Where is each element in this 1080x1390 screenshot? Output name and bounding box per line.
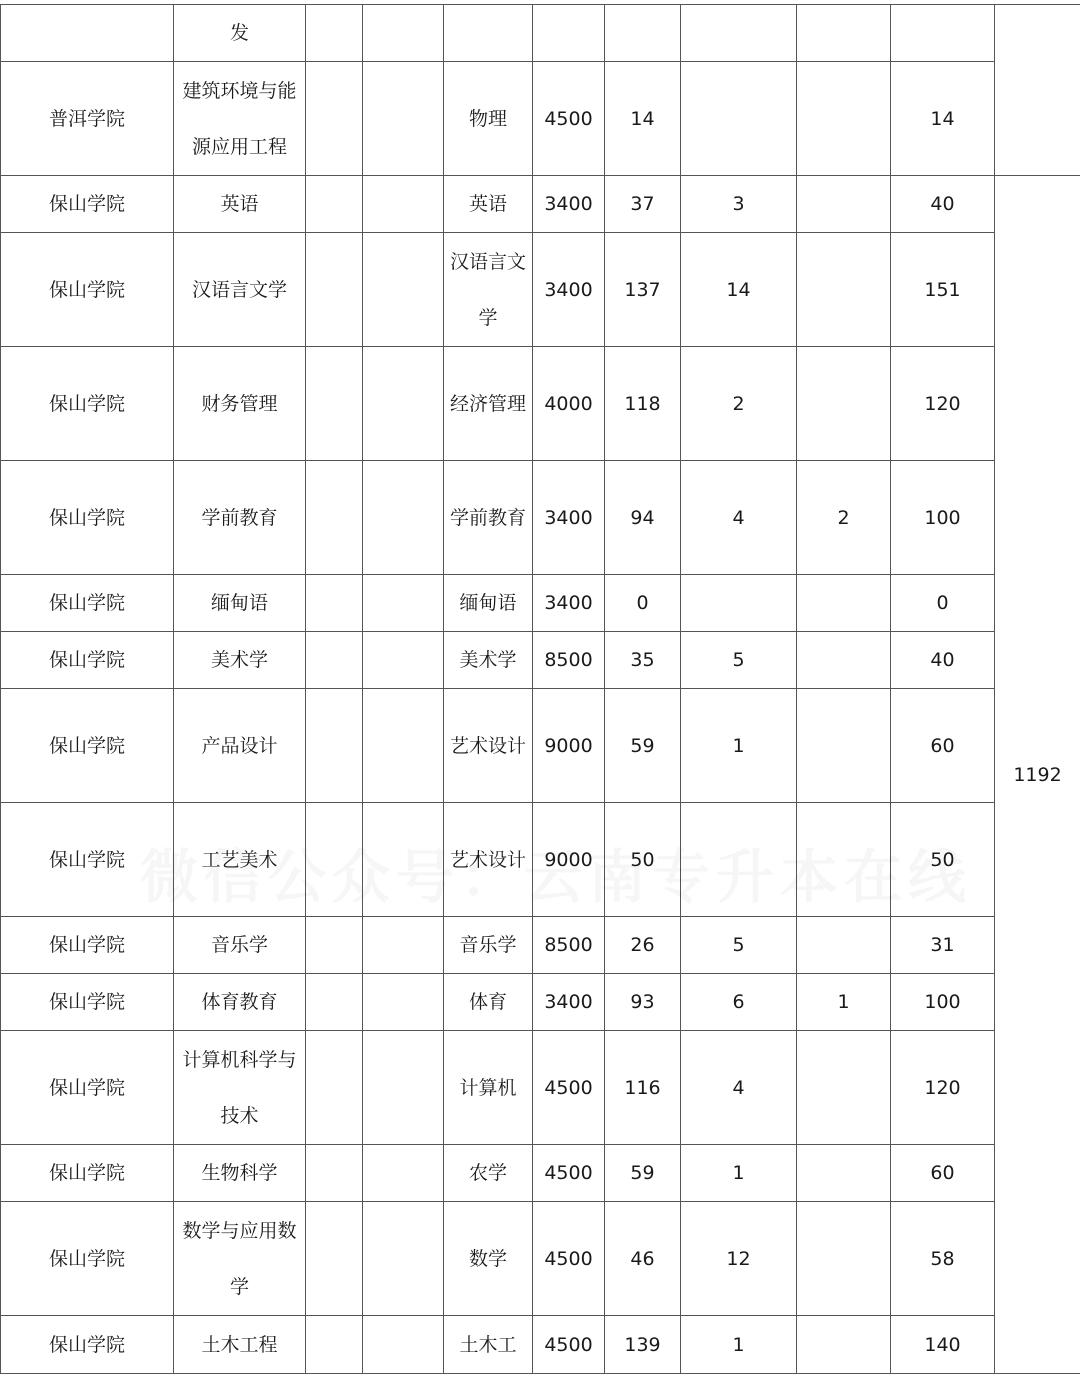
plan-cell: 5 — [681, 917, 797, 974]
blank-cell — [363, 461, 444, 575]
blank-cell — [306, 632, 363, 689]
blank-cell — [363, 575, 444, 632]
plan-cell — [797, 575, 891, 632]
blank-cell — [306, 62, 363, 176]
major-cell: 英语 — [174, 176, 306, 233]
plan-cell — [681, 5, 797, 62]
category-cell — [444, 5, 533, 62]
major-cell: 发 — [174, 5, 306, 62]
subtotal-cell: 50 — [891, 803, 995, 917]
blank-cell — [306, 233, 363, 347]
school-cell: 保山学院 — [1, 1316, 174, 1374]
blank-cell — [363, 917, 444, 974]
school-cell: 保山学院 — [1, 632, 174, 689]
table-row — [1, 233, 1080, 347]
table-row — [1, 1031, 1080, 1145]
table-row — [1, 575, 1080, 632]
subtotal-cell: 60 — [891, 689, 995, 803]
plan-cell: 59 — [605, 1145, 681, 1202]
blank-cell — [306, 5, 363, 62]
plan-cell: 14 — [605, 62, 681, 176]
plan-cell: 26 — [605, 917, 681, 974]
subtotal-cell: 31 — [891, 917, 995, 974]
plan-cell — [797, 917, 891, 974]
major-cell: 音乐学 — [174, 917, 306, 974]
table-row — [1, 62, 1080, 176]
table-row — [1, 917, 1080, 974]
school-cell: 保山学院 — [1, 917, 174, 974]
blank-cell — [306, 176, 363, 233]
blank-cell — [306, 803, 363, 917]
blank-cell — [306, 575, 363, 632]
blank-cell — [363, 803, 444, 917]
subtotal-cell: 60 — [891, 1145, 995, 1202]
blank-cell — [306, 347, 363, 461]
plan-cell: 94 — [605, 461, 681, 575]
table-row — [1, 176, 1080, 233]
category-cell: 艺术设计 — [444, 689, 533, 803]
plan-cell: 2 — [797, 461, 891, 575]
school-cell — [1, 5, 174, 62]
major-cell: 数学与应用数学 — [174, 1202, 306, 1316]
plan-cell: 1 — [681, 689, 797, 803]
table-row — [1, 461, 1080, 575]
table-row — [1, 5, 1080, 62]
fee-cell: 8500 — [533, 917, 605, 974]
fee-cell: 4500 — [533, 1316, 605, 1374]
fee-cell: 9000 — [533, 803, 605, 917]
blank-cell — [306, 1316, 363, 1374]
plan-cell: 37 — [605, 176, 681, 233]
category-cell: 物理 — [444, 62, 533, 176]
plan-cell: 50 — [605, 803, 681, 917]
subtotal-cell: 58 — [891, 1202, 995, 1316]
plan-cell — [681, 575, 797, 632]
school-cell: 保山学院 — [1, 347, 174, 461]
school-cell: 保山学院 — [1, 575, 174, 632]
plan-cell: 139 — [605, 1316, 681, 1374]
plan-cell: 1 — [797, 974, 891, 1031]
plan-cell — [797, 5, 891, 62]
fee-cell: 4500 — [533, 1145, 605, 1202]
table-row — [1, 974, 1080, 1031]
plan-cell — [797, 1031, 891, 1145]
subtotal-cell: 100 — [891, 974, 995, 1031]
subtotal-cell: 140 — [891, 1316, 995, 1374]
plan-cell: 137 — [605, 233, 681, 347]
subtotal-cell: 40 — [891, 176, 995, 233]
blank-cell — [306, 974, 363, 1031]
plan-cell — [797, 689, 891, 803]
blank-cell — [306, 461, 363, 575]
plan-cell: 118 — [605, 347, 681, 461]
fee-cell: 3400 — [533, 974, 605, 1031]
school-cell: 保山学院 — [1, 1202, 174, 1316]
table-row — [1, 632, 1080, 689]
fee-cell: 4500 — [533, 62, 605, 176]
school-cell: 保山学院 — [1, 176, 174, 233]
category-cell: 汉语言文学 — [444, 233, 533, 347]
fee-cell — [533, 5, 605, 62]
blank-cell — [363, 233, 444, 347]
plan-cell — [797, 1145, 891, 1202]
plan-cell: 4 — [681, 1031, 797, 1145]
fee-cell: 4500 — [533, 1202, 605, 1316]
subtotal-cell: 0 — [891, 575, 995, 632]
plan-cell: 4 — [681, 461, 797, 575]
plan-cell: 2 — [681, 347, 797, 461]
plan-cell: 6 — [681, 974, 797, 1031]
major-cell: 学前教育 — [174, 461, 306, 575]
fee-cell: 3400 — [533, 233, 605, 347]
school-cell: 保山学院 — [1, 1031, 174, 1145]
blank-cell — [306, 1031, 363, 1145]
category-cell: 农学 — [444, 1145, 533, 1202]
plan-cell: 116 — [605, 1031, 681, 1145]
category-cell: 经济管理 — [444, 347, 533, 461]
plan-cell — [797, 1316, 891, 1374]
total-cell — [995, 5, 1080, 176]
table-row — [1, 347, 1080, 461]
blank-cell — [363, 176, 444, 233]
subtotal-cell — [891, 5, 995, 62]
fee-cell: 3400 — [533, 176, 605, 233]
plan-cell — [797, 62, 891, 176]
plan-cell — [681, 803, 797, 917]
major-cell: 建筑环境与能源应用工程 — [174, 62, 306, 176]
plan-cell: 93 — [605, 974, 681, 1031]
plan-cell: 3 — [681, 176, 797, 233]
table-row — [1, 689, 1080, 803]
category-cell: 音乐学 — [444, 917, 533, 974]
blank-cell — [363, 5, 444, 62]
subtotal-cell: 14 — [891, 62, 995, 176]
plan-cell — [797, 176, 891, 233]
fee-cell: 8500 — [533, 632, 605, 689]
subtotal-cell: 120 — [891, 347, 995, 461]
plan-cell: 0 — [605, 575, 681, 632]
major-cell: 缅甸语 — [174, 575, 306, 632]
major-cell: 体育教育 — [174, 974, 306, 1031]
plan-cell — [797, 347, 891, 461]
blank-cell — [363, 632, 444, 689]
school-cell: 保山学院 — [1, 803, 174, 917]
plan-cell — [797, 233, 891, 347]
major-cell: 美术学 — [174, 632, 306, 689]
fee-cell: 4000 — [533, 347, 605, 461]
table-body — [1, 5, 1080, 1374]
major-cell: 工艺美术 — [174, 803, 306, 917]
major-cell: 计算机科学与技术 — [174, 1031, 306, 1145]
plan-cell — [605, 5, 681, 62]
plan-cell: 1 — [681, 1316, 797, 1374]
blank-cell — [363, 1316, 444, 1374]
plan-cell: 1 — [681, 1145, 797, 1202]
blank-cell — [306, 1202, 363, 1316]
subtotal-cell: 151 — [891, 233, 995, 347]
category-cell: 体育 — [444, 974, 533, 1031]
plan-cell — [797, 632, 891, 689]
blank-cell — [363, 1031, 444, 1145]
plan-cell: 35 — [605, 632, 681, 689]
school-cell: 保山学院 — [1, 1145, 174, 1202]
plan-cell: 59 — [605, 689, 681, 803]
plan-cell — [797, 1202, 891, 1316]
fee-cell: 9000 — [533, 689, 605, 803]
fee-cell: 4500 — [533, 1031, 605, 1145]
table-row — [1, 803, 1080, 917]
table-row — [1, 1316, 1080, 1374]
blank-cell — [306, 917, 363, 974]
category-cell: 美术学 — [444, 632, 533, 689]
plan-cell: 12 — [681, 1202, 797, 1316]
major-cell: 生物科学 — [174, 1145, 306, 1202]
school-cell: 保山学院 — [1, 689, 174, 803]
baoshan-total-cell: 1192 — [995, 176, 1080, 1374]
enrollment-quota-table — [0, 4, 1080, 1374]
category-cell: 数学 — [444, 1202, 533, 1316]
subtotal-cell: 100 — [891, 461, 995, 575]
blank-cell — [363, 347, 444, 461]
major-cell: 财务管理 — [174, 347, 306, 461]
category-cell: 英语 — [444, 176, 533, 233]
school-cell: 保山学院 — [1, 233, 174, 347]
table-row — [1, 1202, 1080, 1316]
major-cell: 产品设计 — [174, 689, 306, 803]
school-cell: 保山学院 — [1, 974, 174, 1031]
major-cell: 土木工程 — [174, 1316, 306, 1374]
category-cell: 艺术设计 — [444, 803, 533, 917]
blank-cell — [363, 1145, 444, 1202]
table-row — [1, 1145, 1080, 1202]
subtotal-cell: 120 — [891, 1031, 995, 1145]
fee-cell: 3400 — [533, 575, 605, 632]
blank-cell — [363, 62, 444, 176]
category-cell: 学前教育 — [444, 461, 533, 575]
blank-cell — [363, 1202, 444, 1316]
blank-cell — [306, 689, 363, 803]
blank-cell — [363, 689, 444, 803]
plan-cell — [797, 803, 891, 917]
category-cell: 土木工 — [444, 1316, 533, 1374]
plan-cell — [681, 62, 797, 176]
blank-cell — [363, 974, 444, 1031]
plan-cell: 14 — [681, 233, 797, 347]
school-cell: 普洱学院 — [1, 62, 174, 176]
plan-cell: 46 — [605, 1202, 681, 1316]
fee-cell: 3400 — [533, 461, 605, 575]
school-cell: 保山学院 — [1, 461, 174, 575]
blank-cell — [306, 1145, 363, 1202]
subtotal-cell: 40 — [891, 632, 995, 689]
category-cell: 缅甸语 — [444, 575, 533, 632]
major-cell: 汉语言文学 — [174, 233, 306, 347]
category-cell: 计算机 — [444, 1031, 533, 1145]
plan-cell: 5 — [681, 632, 797, 689]
